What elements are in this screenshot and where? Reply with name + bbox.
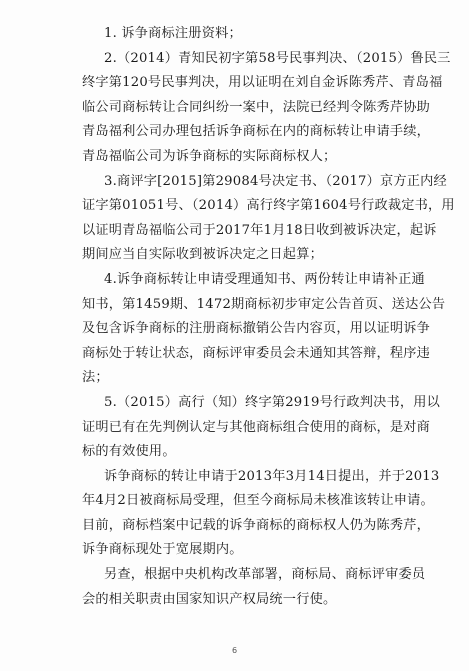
evidence-item-4-line-5: 法； <box>82 370 109 386</box>
evidence-item-1: 1. 诉争商标注册资料； <box>104 26 242 41</box>
evidence-item-3-line-1: 3.商评字[2015]第29084号决定书、（2017）京方正内经 <box>104 173 447 189</box>
evidence-item-4-line-1: 4.诉争商标转让申请受理通知书、两份转让申请补正通 <box>104 271 425 287</box>
evidence-item-2-line-4: 青岛福利公司办理包括诉争商标在内的商标转让申请手续， <box>82 124 431 140</box>
evidence-item-2-line-1: 2.（2014）青知民初字第58号民事判决、（2015）鲁民三 <box>104 50 451 66</box>
paragraph-transfer-line-2: 年4月2日被商标局受理，但至今商标局未核准该转让申请。 <box>82 493 434 509</box>
evidence-item-3-line-2: 证字第01051号、（2014）高行终字第1604号行政裁定书，用 <box>82 198 455 214</box>
evidence-item-5-line-3: 标的有效使用。 <box>82 444 176 460</box>
document-body <box>82 22 455 612</box>
evidence-item-5-line-2: 证明已有在先判例认定与其他商标组合使用的商标，是对商 <box>82 419 431 435</box>
evidence-item-4-line-4: 商标处于转让状态，商标评审委员会未通知其答辩，程序违 <box>82 345 431 361</box>
paragraph-reform-line-2: 会的相关职责由国家知识产权局统一行使。 <box>82 591 337 607</box>
paragraph-transfer-line-4: 诉争商标现处于宽展期内。 <box>82 542 243 558</box>
evidence-item-2-line-5: 青岛福临公司为诉争商标的实际商标权人； <box>82 148 337 164</box>
evidence-item-2-line-3: 临公司商标转让合同纠纷一案中，法院已经判令陈秀芹协助 <box>82 99 431 115</box>
evidence-item-3-line-3: 以证明青岛福临公司于2017年1月18日收到被诉决定，起诉 <box>82 222 437 238</box>
evidence-item-2-line-2: 终字第120号民事判决，用以证明在刘自金诉陈秀芹、青岛福 <box>82 75 443 91</box>
evidence-item-4-line-2: 知书，第1459期、1472期商标初步审定公告首页、送达公告 <box>82 296 446 312</box>
paragraph-transfer-line-1: 诉争商标的转让申请于2013年3月14日提出，并于2013 <box>104 468 440 484</box>
paragraph-reform-line-1: 另查，根据中央机构改革部署，商标局、商标评审委员 <box>104 567 426 583</box>
evidence-item-3-line-4: 期间应当自实际收到被诉决定之日起算； <box>82 247 323 263</box>
page-number: 6 <box>231 646 238 655</box>
evidence-item-5-line-1: 5.（2015）高行（知）终字第2919号行政判决书，用以 <box>104 394 441 410</box>
evidence-item-4-line-3: 及包含诉争商标的注册商标撤销公告内容页，用以证明诉争 <box>82 321 431 337</box>
paragraph-transfer-line-3: 目前，商标档案中记载的诉争商标的商标权人仍为陈秀芹， <box>82 517 431 533</box>
